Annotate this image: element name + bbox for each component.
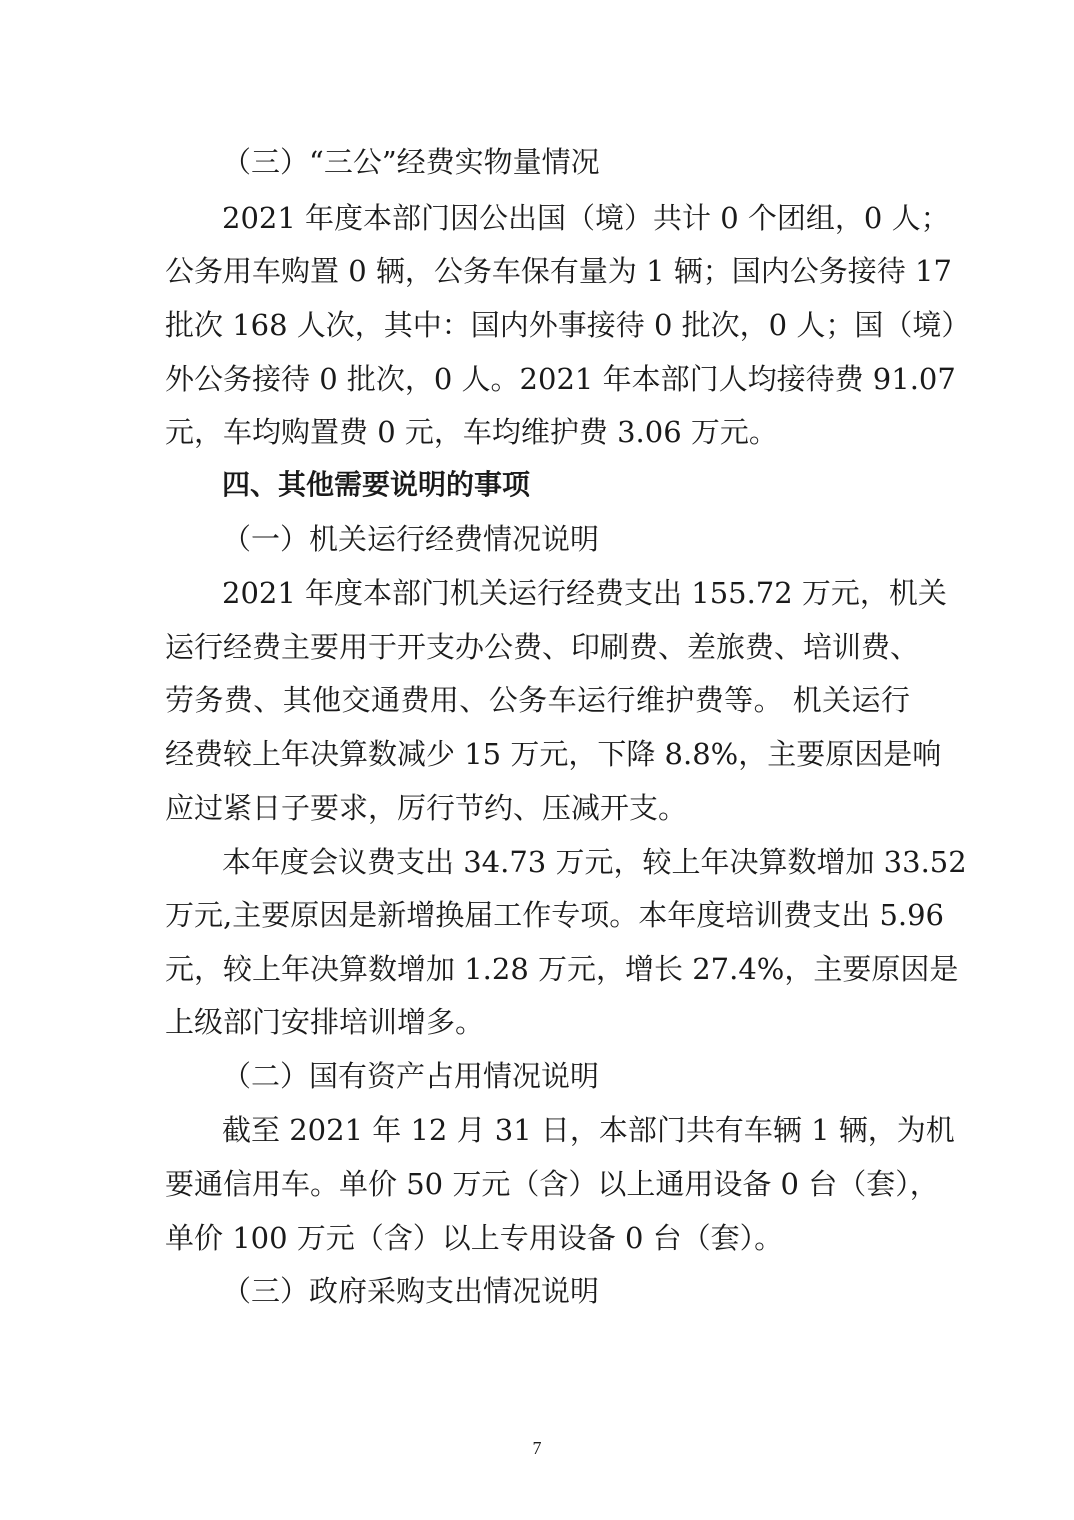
paragraph-line: 公务用车购置 0 辆，公务车保有量为 1 辆；国内公务接待 17 <box>165 254 952 288</box>
subsection-heading-state-assets: （二）国有资产占用情况说明 <box>222 1059 600 1093</box>
paragraph-line: 元，车均购置费 0 元，车均维护费 3.06 万元。 <box>165 415 778 449</box>
paragraph-line: 批次 168 人次，其中：国内外事接待 0 批次，0 人；国（境） <box>165 308 971 342</box>
section-heading-other-matters: 四、其他需要说明的事项 <box>222 468 531 501</box>
paragraph-line: 外公务接待 0 批次，0 人。2021 年本部门人均接待费 91.07 <box>165 362 956 396</box>
paragraph-line: 经费较上年决算数减少 15 万元，下降 8.8%，主要原因是响 <box>165 737 942 771</box>
paragraph-line: 应过紧日子要求，厉行节约、压减开支。 <box>165 791 688 825</box>
paragraph-line: 要通信用车。单价 50 万元（含）以上通用设备 0 台（套）， <box>165 1167 939 1201</box>
paragraph-line: 2021 年度本部门因公出国（境）共计 0 个团组，0 人； <box>222 201 950 235</box>
paragraph-line: 运行经费主要用于开支办公费、印刷费、差旅费、培训费、 <box>165 630 920 664</box>
paragraph-line: 上级部门安排培训增多。 <box>165 1005 485 1039</box>
section-heading-sangong-quantity: （三）“三公”经费实物量情况 <box>222 145 600 179</box>
paragraph-line: 本年度会议费支出 34.73 万元，较上年决算数增加 33.52 <box>222 845 967 879</box>
subsection-heading-government-procurement: （三）政府采购支出情况说明 <box>222 1274 600 1308</box>
paragraph-line: 2021 年度本部门机关运行经费支出 155.72 万元，机关 <box>222 576 947 610</box>
page-number: 7 <box>532 1438 542 1458</box>
paragraph-line: 元，较上年决算数增加 1.28 万元，增长 27.4%，主要原因是 <box>165 952 959 986</box>
paragraph-line: 截至 2021 年 12 月 31 日，本部门共有车辆 1 辆，为机 <box>222 1113 955 1147</box>
paragraph-line: 万元,主要原因是新增换届工作专项。本年度培训费支出 5.96 <box>165 898 945 932</box>
paragraph-line: 单价 100 万元（含）以上专用设备 0 台（套）。 <box>165 1221 784 1255</box>
subsection-heading-operating-costs: （一）机关运行经费情况说明 <box>222 522 600 556</box>
paragraph-line: 劳务费、其他交通费用、公务车运行维护费等。 机关运行 <box>165 683 910 717</box>
